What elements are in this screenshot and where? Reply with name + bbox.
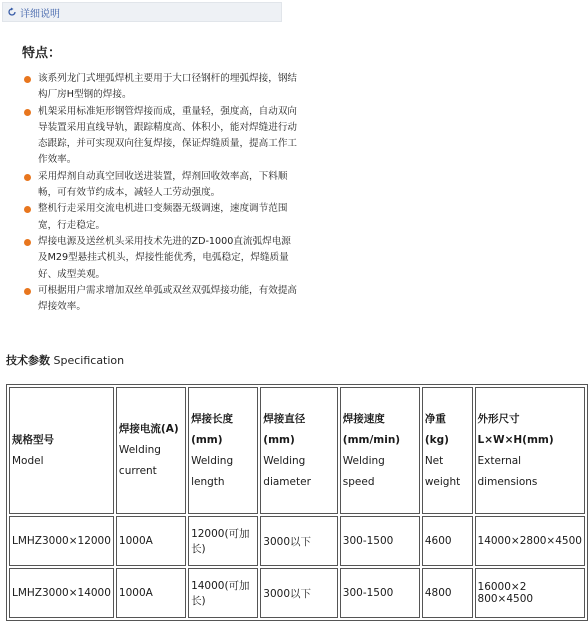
table-cell: 3000以下 [260,516,338,566]
table-cell: 12000(可加长) [188,516,258,566]
table-cell: LMHZ3000×14000 [9,568,114,618]
table-cell: 4800 [422,568,473,618]
table-row [9,568,585,618]
feature-item: 焊接电源及送丝机头采用技术先进的ZD-1000直流弧焊电源及M29型悬挂式机头，焊接性能优秀，电弧稳定，焊缝质量好、成型美观。 [0,234,300,283]
features-list [0,71,300,315]
feature-item: 可根据用户需求增加双丝单弧或双丝双弧焊接功能，有效提高焊接效率。 [0,283,300,316]
header-cell: 焊接直径(mm) Welding diameter [260,387,338,514]
bullet-icon [24,239,31,246]
bullet-icon [24,76,31,83]
table-cell: 14000(可加长) [188,568,258,618]
header-cell: 焊接电流(A) Welding current [116,387,186,514]
feature-item: 整机行走采用交流电机进口变频器无级调速，速度调节范围宽，行走稳定。 [0,201,300,234]
table-cell: 300-1500 [340,516,420,566]
features-section [0,42,300,315]
table-cell: 1000A [116,568,186,618]
features-title: 特点： [22,46,62,61]
header-cell: 焊接长度(mm) Welding length [188,387,258,514]
table-cell: 3000以下 [260,568,338,618]
header-cell: 焊接速度 (mm/min) Welding speed [340,387,420,514]
feature-item: 采用焊剂自动真空回收送进装置，焊剂回收效率高，下料顺畅，可有效节约成本，减轻人工劳动强度。 [0,169,300,202]
bullet-icon [24,174,31,181]
header-cell: 外形尺寸 L×W×H(mm) External dimensions [475,387,585,514]
spec-title: 技术参数 Specification [6,354,125,367]
refresh-icon [7,7,17,17]
detail-tab[interactable] [2,2,282,22]
spec-table [6,384,588,621]
bullet-icon [24,288,31,295]
table-cell: 300-1500 [340,568,420,618]
table-cell: 1000A [116,516,186,566]
table-cell: LMHZ3000×12000 [9,516,114,566]
feature-item: 该系列龙门式埋弧焊机主要用于大口径钢杆的埋弧焊接，钢结构厂房H型钢的焊接。 [0,71,300,104]
table-cell: 16000×2 800×4500 [475,568,585,618]
bullet-icon [24,109,31,116]
table-header-row [9,387,585,514]
feature-item: 机架采用标准矩形钢管焊接而成，重量轻，强度高，自动双向导装置采用直线导轨，跟踪精度高、体积小，能对焊缝进行动态跟踪，并可实现双向往复焊接，保证焊缝质量，提高工作工作效率。 [0,104,300,169]
header-cell: 规格型号 Model [9,387,114,514]
bullet-icon [24,206,31,213]
table-row [9,516,585,566]
table-cell: 4600 [422,516,473,566]
header-cell: 净重(kg) Net weight [422,387,473,514]
table-cell: 14000×2800×4500 [475,516,585,566]
detail-tab-label: 详细说明 [20,8,60,20]
